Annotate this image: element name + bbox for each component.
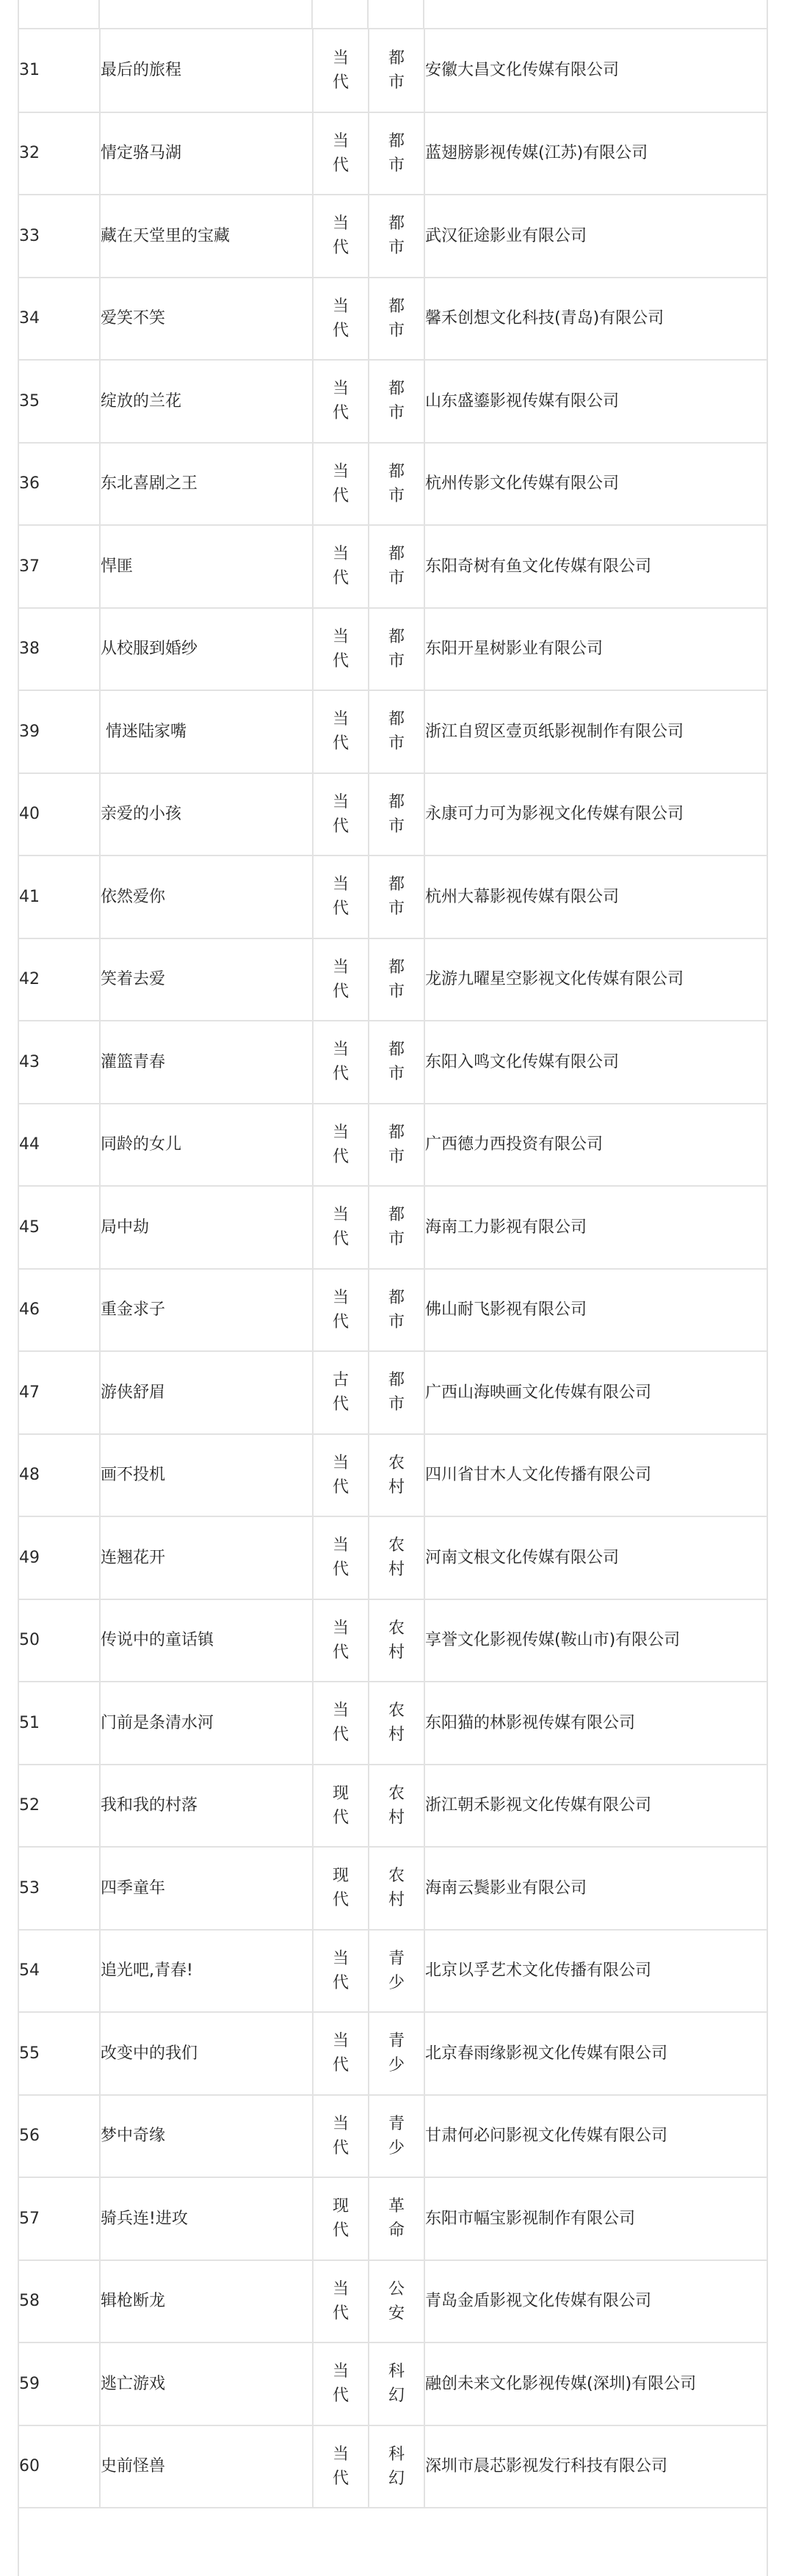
previous-row-remnant [19, 0, 767, 29]
drama-title: 东北喜剧之王 [100, 443, 313, 526]
genre-cell [369, 1599, 424, 1682]
table-row [19, 2012, 767, 2095]
era-cell [313, 2260, 369, 2343]
genre-cell [369, 1269, 424, 1352]
genre-cell [369, 773, 424, 856]
row-number: 54 [19, 1930, 100, 2013]
production-company: 东阳入鸣文化传媒有限公司 [424, 1021, 767, 1104]
production-company: 佛山耐飞影视有限公司 [424, 1269, 767, 1352]
era-label: 当 代 [332, 627, 349, 670]
era-cell [313, 2425, 369, 2508]
genre-cell [369, 2095, 424, 2178]
table-row [19, 278, 767, 361]
production-company: 馨禾创想文化科技(青岛)有限公司 [424, 278, 767, 361]
production-company: 北京以孚艺术文化传播有限公司 [424, 1930, 767, 2013]
genre-label: 都 市 [388, 1288, 405, 1331]
era-cell [313, 1434, 369, 1517]
era-label: 当 代 [332, 1123, 349, 1166]
row-number: 34 [19, 278, 100, 361]
era-label: 当 代 [332, 1288, 349, 1331]
drama-title: 骑兵连!进攻 [100, 2177, 313, 2260]
production-company: 东阳开星树影业有限公司 [424, 608, 767, 691]
genre-cell [369, 2425, 424, 2508]
era-cell [313, 855, 369, 938]
era-label: 当 代 [332, 958, 349, 1001]
drama-title: 局中劫 [100, 1186, 313, 1269]
production-company: 广西山海映画文化传媒有限公司 [424, 1351, 767, 1434]
era-label: 当 代 [332, 792, 349, 836]
drama-title: 依然爱你 [100, 855, 313, 938]
row-number: 50 [19, 1599, 100, 1682]
table-row [19, 360, 767, 443]
era-cell [313, 2012, 369, 2095]
column-divider [311, 0, 313, 28]
era-label: 当 代 [332, 2032, 349, 2075]
row-number: 49 [19, 1516, 100, 1599]
genre-cell [369, 2342, 424, 2425]
drama-title: 我和我的村落 [100, 1765, 313, 1848]
era-cell [313, 1847, 369, 1930]
era-cell [313, 1021, 369, 1104]
era-cell [313, 195, 369, 278]
era-cell [313, 773, 369, 856]
drama-title: 从校服到婚纱 [100, 608, 313, 691]
genre-label: 都 市 [388, 710, 405, 753]
table-row [19, 525, 767, 608]
table-row [19, 1021, 767, 1104]
era-label: 当 代 [332, 2445, 349, 2488]
row-number: 59 [19, 2342, 100, 2425]
era-cell [313, 1516, 369, 1599]
era-label: 当 代 [332, 2362, 349, 2406]
production-company: 杭州大幕影视传媒有限公司 [424, 855, 767, 938]
era-label: 当 代 [332, 875, 349, 919]
drama-title: 逃亡游戏 [100, 2342, 313, 2425]
production-company: 海南云鬓影业有限公司 [424, 1847, 767, 1930]
row-number: 36 [19, 443, 100, 526]
genre-label: 都 市 [388, 462, 405, 505]
drama-title: 最后的旅程 [100, 29, 313, 112]
genre-label: 农 村 [388, 1536, 405, 1580]
production-company: 东阳奇树有鱼文化传媒有限公司 [424, 525, 767, 608]
genre-cell [369, 2012, 424, 2095]
registry-sheet [18, 0, 768, 2576]
era-label: 当 代 [332, 462, 349, 505]
era-label: 当 代 [332, 214, 349, 258]
genre-label: 都 市 [388, 1041, 405, 1084]
production-company: 享誉文化影视传媒(鞍山市)有限公司 [424, 1599, 767, 1682]
production-company: 融创未来文化影视传媒(深圳)有限公司 [424, 2342, 767, 2425]
era-label: 当 代 [332, 48, 349, 92]
table-row [19, 2260, 767, 2343]
genre-cell [369, 525, 424, 608]
genre-cell [369, 1186, 424, 1269]
column-divider [423, 0, 424, 28]
row-number: 52 [19, 1765, 100, 1848]
era-label: 当 代 [332, 545, 349, 588]
era-cell [313, 938, 369, 1021]
production-company: 永康可力可为影视文化传媒有限公司 [424, 773, 767, 856]
genre-label: 都 市 [388, 627, 405, 670]
era-cell [313, 1351, 369, 1434]
drama-title: 追光吧,青春! [100, 1930, 313, 2013]
row-number: 55 [19, 2012, 100, 2095]
table-row [19, 2425, 767, 2508]
table-row [19, 2342, 767, 2425]
drama-title: 史前怪兽 [100, 2425, 313, 2508]
genre-label: 都 市 [388, 131, 405, 175]
drama-title: 爱笑不笑 [100, 278, 313, 361]
genre-cell [369, 1847, 424, 1930]
row-number: 58 [19, 2260, 100, 2343]
era-cell [313, 1599, 369, 1682]
era-cell [313, 690, 369, 773]
production-company: 东阳市幅宝影视制作有限公司 [424, 2177, 767, 2260]
genre-label: 公 安 [388, 2279, 405, 2323]
genre-cell [369, 855, 424, 938]
genre-cell [369, 195, 424, 278]
era-label: 当 代 [332, 1949, 349, 1992]
era-label: 当 代 [332, 131, 349, 175]
row-number: 40 [19, 773, 100, 856]
genre-cell [369, 278, 424, 361]
genre-label: 都 市 [388, 545, 405, 588]
row-number: 57 [19, 2177, 100, 2260]
production-company: 海南工力影视有限公司 [424, 1186, 767, 1269]
row-number: 51 [19, 1682, 100, 1765]
drama-title: 情定骆马湖 [100, 112, 313, 195]
table-row [19, 1186, 767, 1269]
table-row [19, 1847, 767, 1930]
table-row [19, 112, 767, 195]
genre-label: 农 村 [388, 1784, 405, 1827]
table-body [19, 29, 767, 2508]
era-cell [313, 278, 369, 361]
drama-title: 亲爱的小孩 [100, 773, 313, 856]
drama-title: 同龄的女儿 [100, 1104, 313, 1187]
column-divider [367, 0, 369, 28]
table-row [19, 1930, 767, 2013]
genre-label: 都 市 [388, 380, 405, 423]
era-cell [313, 1104, 369, 1187]
genre-label: 革 命 [388, 2197, 405, 2240]
drama-title: 绽放的兰花 [100, 360, 313, 443]
genre-cell [369, 690, 424, 773]
row-number: 33 [19, 195, 100, 278]
genre-label: 都 市 [388, 214, 405, 258]
drama-title: 笑着去爱 [100, 938, 313, 1021]
drama-title: 传说中的童话镇 [100, 1599, 313, 1682]
drama-title: 灌篮青春 [100, 1021, 313, 1104]
production-company: 龙游九曜星空影视文化传媒有限公司 [424, 938, 767, 1021]
era-cell [313, 2095, 369, 2178]
genre-label: 科 幻 [388, 2362, 405, 2406]
era-label: 古 代 [332, 1371, 349, 1414]
production-company: 浙江朝禾影视文化传媒有限公司 [424, 1765, 767, 1848]
row-number: 39 [19, 690, 100, 773]
era-label: 当 代 [332, 2279, 349, 2323]
table-row [19, 1104, 767, 1187]
production-company: 青岛金盾影视文化传媒有限公司 [424, 2260, 767, 2343]
drama-title: 藏在天堂里的宝藏 [100, 195, 313, 278]
production-company: 甘肃何必问影视文化传媒有限公司 [424, 2095, 767, 2178]
era-cell [313, 443, 369, 526]
drama-registry-table [19, 29, 767, 2508]
genre-cell [369, 1434, 424, 1517]
genre-label: 都 市 [388, 958, 405, 1001]
genre-label: 青 少 [388, 2032, 405, 2075]
era-label: 当 代 [332, 1206, 349, 1249]
production-company: 山东盛鎏影视传媒有限公司 [424, 360, 767, 443]
production-company: 深圳市晨芯影视发行科技有限公司 [424, 2425, 767, 2508]
drama-title: 梦中奇缘 [100, 2095, 313, 2178]
genre-label: 青 少 [388, 2114, 405, 2157]
production-company: 武汉征途影业有限公司 [424, 195, 767, 278]
table-row [19, 1516, 767, 1599]
genre-label: 都 市 [388, 297, 405, 340]
row-number: 48 [19, 1434, 100, 1517]
genre-label: 农 村 [388, 1453, 405, 1497]
row-number: 42 [19, 938, 100, 1021]
genre-cell [369, 1516, 424, 1599]
row-number: 45 [19, 1186, 100, 1269]
genre-label: 农 村 [388, 1867, 405, 1910]
row-number: 37 [19, 525, 100, 608]
genre-label: 青 少 [388, 1949, 405, 1992]
drama-title: 改变中的我们 [100, 2012, 313, 2095]
production-company: 东阳猫的林影视传媒有限公司 [424, 1682, 767, 1765]
genre-label: 都 市 [388, 792, 405, 836]
row-number: 44 [19, 1104, 100, 1187]
row-number: 47 [19, 1351, 100, 1434]
era-cell [313, 2177, 369, 2260]
table-row [19, 608, 767, 691]
genre-cell [369, 1021, 424, 1104]
row-number: 43 [19, 1021, 100, 1104]
table-row [19, 1682, 767, 1765]
drama-title: 画不投机 [100, 1434, 313, 1517]
era-label: 当 代 [332, 710, 349, 753]
table-row [19, 443, 767, 526]
genre-label: 都 市 [388, 48, 405, 92]
table-row [19, 773, 767, 856]
era-label: 当 代 [332, 2114, 349, 2157]
era-label: 当 代 [332, 1041, 349, 1084]
genre-cell [369, 1104, 424, 1187]
era-label: 当 代 [332, 297, 349, 340]
era-cell [313, 1765, 369, 1848]
genre-cell [369, 1765, 424, 1848]
era-label: 当 代 [332, 380, 349, 423]
column-divider [98, 0, 100, 28]
production-company: 杭州传影文化传媒有限公司 [424, 443, 767, 526]
table-row [19, 938, 767, 1021]
row-number: 60 [19, 2425, 100, 2508]
era-cell [313, 1269, 369, 1352]
table-row [19, 690, 767, 773]
drama-title: 连翘花开 [100, 1516, 313, 1599]
row-number: 32 [19, 112, 100, 195]
row-number: 56 [19, 2095, 100, 2178]
row-number: 46 [19, 1269, 100, 1352]
era-cell [313, 1186, 369, 1269]
genre-cell [369, 443, 424, 526]
drama-title: 情迷陆家嘴 [100, 690, 313, 773]
drama-title: 辑枪断龙 [100, 2260, 313, 2343]
era-label: 当 代 [332, 1453, 349, 1497]
genre-cell [369, 360, 424, 443]
table-row [19, 195, 767, 278]
row-number: 35 [19, 360, 100, 443]
genre-label: 都 市 [388, 1206, 405, 1249]
production-company: 广西德力西投资有限公司 [424, 1104, 767, 1187]
table-row [19, 1765, 767, 1848]
era-cell [313, 1682, 369, 1765]
era-label: 当 代 [332, 1536, 349, 1580]
table-row [19, 2177, 767, 2260]
table-row [19, 1269, 767, 1352]
drama-title: 悍匪 [100, 525, 313, 608]
drama-title: 重金求子 [100, 1269, 313, 1352]
era-label: 当 代 [332, 1618, 349, 1662]
production-company: 北京春雨缘影视文化传媒有限公司 [424, 2012, 767, 2095]
genre-label: 都 市 [388, 1123, 405, 1166]
era-cell [313, 525, 369, 608]
table-row [19, 2095, 767, 2178]
genre-cell [369, 1351, 424, 1434]
table-row [19, 1599, 767, 1682]
genre-label: 农 村 [388, 1618, 405, 1662]
row-number: 38 [19, 608, 100, 691]
genre-label: 科 幻 [388, 2445, 405, 2488]
drama-title: 四季童年 [100, 1847, 313, 1930]
row-number: 41 [19, 855, 100, 938]
production-company: 四川省甘木人文化传播有限公司 [424, 1434, 767, 1517]
genre-label: 农 村 [388, 1701, 405, 1745]
production-company: 蓝翅膀影视传媒(江苏)有限公司 [424, 112, 767, 195]
era-cell [313, 1930, 369, 2013]
era-label: 现 代 [332, 1867, 349, 1910]
genre-label: 都 市 [388, 875, 405, 919]
production-company: 浙江自贸区壹页纸影视制作有限公司 [424, 690, 767, 773]
era-cell [313, 29, 369, 112]
genre-cell [369, 29, 424, 112]
genre-cell [369, 1682, 424, 1765]
genre-cell [369, 2260, 424, 2343]
production-company: 河南文根文化传媒有限公司 [424, 1516, 767, 1599]
row-number: 53 [19, 1847, 100, 1930]
era-cell [313, 2342, 369, 2425]
genre-cell [369, 938, 424, 1021]
table-row [19, 1351, 767, 1434]
era-cell [313, 112, 369, 195]
drama-title: 门前是条清水河 [100, 1682, 313, 1765]
genre-cell [369, 2177, 424, 2260]
era-label: 现 代 [332, 1784, 349, 1827]
table-row [19, 1434, 767, 1517]
genre-cell [369, 1930, 424, 2013]
table-row [19, 29, 767, 112]
table-row [19, 855, 767, 938]
genre-label: 都 市 [388, 1371, 405, 1414]
genre-cell [369, 112, 424, 195]
era-label: 当 代 [332, 1701, 349, 1745]
era-label: 现 代 [332, 2197, 349, 2240]
era-cell [313, 360, 369, 443]
era-cell [313, 608, 369, 691]
production-company: 安徽大昌文化传媒有限公司 [424, 29, 767, 112]
drama-title: 游侠舒眉 [100, 1351, 313, 1434]
genre-cell [369, 608, 424, 691]
row-number: 31 [19, 29, 100, 112]
